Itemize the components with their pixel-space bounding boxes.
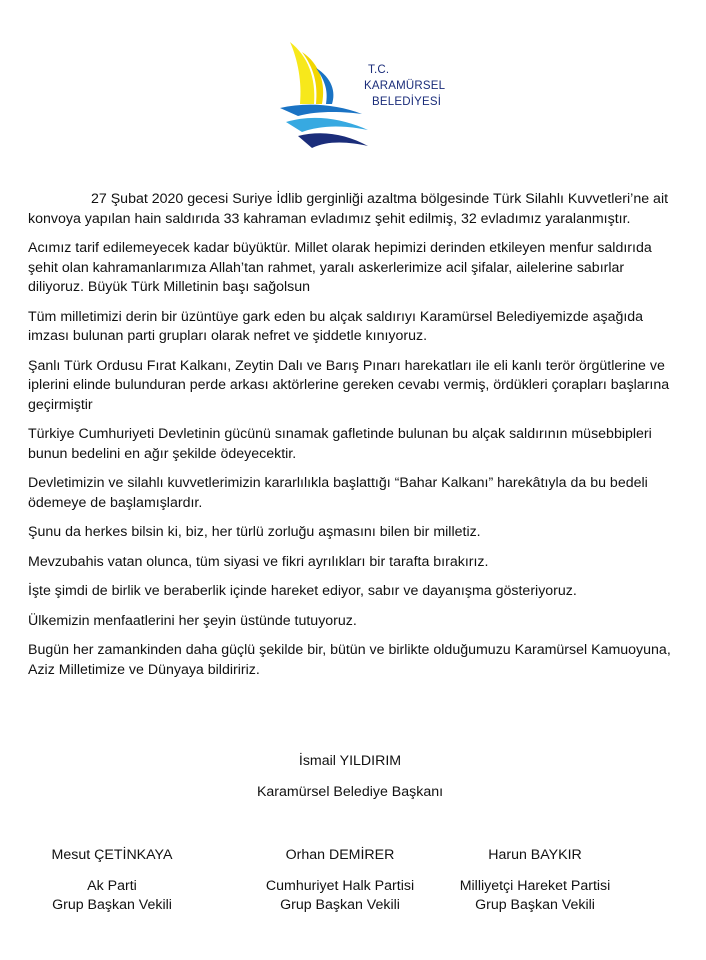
signatory-party: Ak Parti [87, 878, 137, 894]
paragraph-6: Devletimizin ve silahlı kuvvetlerimizin kararlılıkla başlattığı “Bahar Kalkanı” harekâtıyla da bu bedeli ödemeye de başlamışlardır. [28, 475, 648, 511]
mayor-title: Karamürsel Belediye Başkanı [256, 784, 444, 800]
signatory-name: Orhan DEMİRER [285, 847, 395, 863]
paragraph-11: Bugün her zamankinden daha güçlü şekilde bir, bütün ve birlikte olduğumuzu Karamürsel Kamuoyuna, Aziz Milletimize ve Dünyaya bildiririz. [28, 642, 671, 678]
signatory-1 [22, 846, 202, 915]
paragraph-2: Acımız tarif edilemeyecek kadar büyüktür. Millet olarak hepimizi derinden etkileyen menfur saldırıda şehit olan kahramanlarımıza Allah’tan rahmet, yaralı askerlerimize acil şifalar, ailelerine sabırlar diliyoruz. Büyük Türk Milletinin başı sağolsun [28, 240, 652, 295]
statement-body [28, 190, 678, 690]
paragraph-7: Şunu da herkes bilsin ki, biz, her türlü zorluğu aşmasını bilen bir milletiz. [28, 524, 481, 540]
signatory-party: Cumhuriyet Halk Partisi [265, 878, 415, 894]
paragraph-1: 27 Şubat 2020 gecesi Suriye İdlib gerginliği azaltma bölgesinde Türk Silahlı Kuvvetleri’ne ait konvoya yapılan hain saldırıda 33 kahraman evladımız şehit edilmiş, 32 evladımız yaralanmıştır. [28, 191, 669, 227]
paragraph-8: Mevzubahis vatan olunca, tüm siyasi ve fikri ayrılıkları bir tarafta bırakırız. [28, 553, 489, 570]
logo-line-karamursel: KARAMÜRSEL [364, 80, 446, 92]
logo-line-tc: T.C. [368, 64, 390, 76]
signatory-role: Grup Başkan Vekili [52, 897, 172, 913]
paragraph-3: Tüm milletimizi derin bir üzüntüye gark eden bu alçak saldırıyı Karamürsel Belediyemizde aşağıda imzası bulunan parti grupları olarak nefret ve şiddetle kınıyoruz. [28, 308, 644, 344]
signatory-3 [440, 846, 630, 915]
signatory-2 [240, 846, 440, 915]
signatory-name: Harun BAYKIR [488, 847, 582, 863]
logo-line-belediyesi: BELEDİYESİ [372, 96, 442, 108]
signatory-party: Milliyetçi Hareket Partisi [459, 878, 611, 894]
signatory-name: Mesut ÇETİNKAYA [51, 847, 173, 863]
paragraph-9: İşte şimdi de birlik ve beraberlik içinde hareket ediyor, sabır ve dayanışma gösteriyoruz. [28, 583, 577, 599]
municipality-logo [276, 38, 446, 153]
signatory-role: Grup Başkan Vekili [280, 897, 400, 913]
paragraph-5: Türkiye Cumhuriyeti Devletinin gücünü sınamak gafletinde bulunan bu alçak saldırının müsebbipleri bunun bedelini en ağır şekilde ödeyecektir. [28, 426, 652, 462]
paragraph-10: Ülkemizin menfaatlerini her şeyin üstünde tutuyoruz. [28, 612, 357, 629]
paragraph-4: Şanlı Türk Ordusu Fırat Kalkanı, Zeytin Dalı ve Barış Pınarı harekatları ile eli kanlı terör örgütlerine ve iplerini elinde bulunduran perde arkası aktörlerine gereken cevabı vermiş, ördükleri çorapları başlarına geçirmiştir [28, 357, 670, 413]
mayor-signature [220, 752, 480, 802]
signatory-role: Grup Başkan Vekili [475, 897, 595, 913]
mayor-name: İsmail YILDIRIM [298, 753, 402, 769]
